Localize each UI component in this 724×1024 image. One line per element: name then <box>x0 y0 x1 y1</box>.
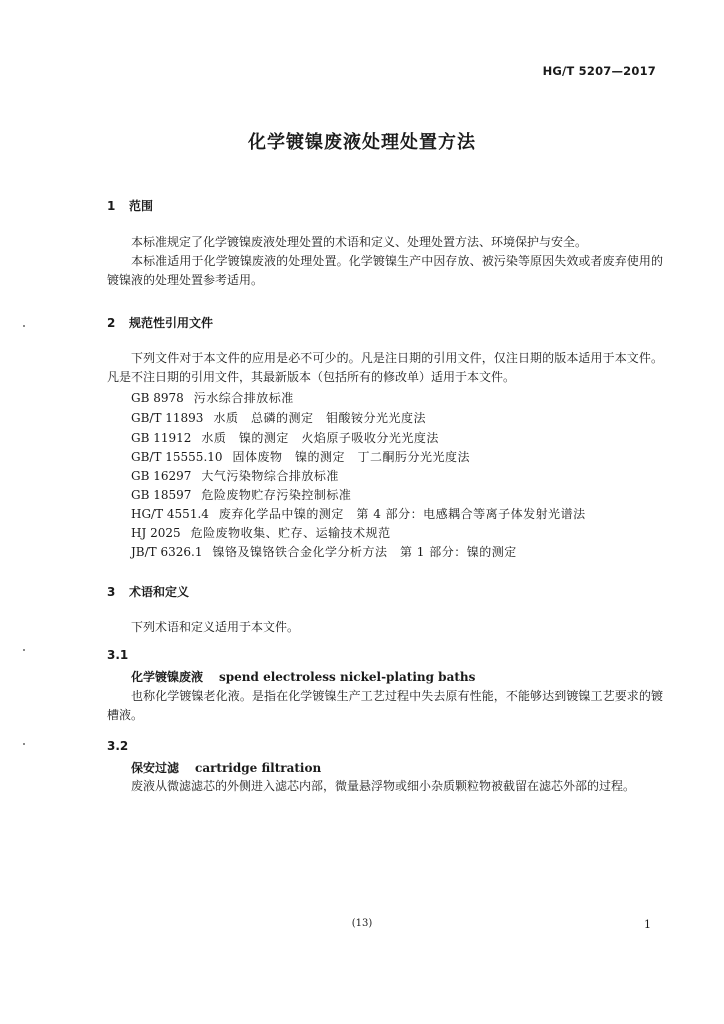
reference-item <box>131 524 391 541</box>
scope-paragraphs <box>107 233 663 290</box>
scan-speck <box>23 743 25 745</box>
normative-intro <box>107 349 663 387</box>
footer-page-label: (13) <box>351 918 373 929</box>
term-definition: 也称化学镀镍老化液。是指在化学镀镍生产工艺过程中失去原有性能，不能够达到镀镍工艺要求的镀槽液。 <box>107 689 663 722</box>
reference-item <box>131 543 517 560</box>
section-number: 3 <box>107 585 116 599</box>
reference-title: 危险废物收集、贮存、运输技术规范 <box>190 526 391 540</box>
reference-code: GB 11912 <box>131 431 192 445</box>
reference-item <box>131 389 294 406</box>
reference-title: 污水综合排放标准 <box>193 391 294 405</box>
term-entry <box>131 759 321 776</box>
reference-code: GB/T 15555.10 <box>131 450 223 464</box>
reference-item <box>131 409 426 426</box>
reference-item <box>131 429 439 446</box>
reference-code: GB 18597 <box>131 488 192 502</box>
reference-title: 大气污染物综合排放标准 <box>201 469 339 483</box>
scan-speck <box>23 649 25 651</box>
section-title: 范围 <box>129 199 154 213</box>
document-title: 化学镀镍废液处理处置方法 <box>248 132 476 153</box>
clause-number: 3.2 <box>107 739 129 753</box>
term-english: cartridge filtration <box>195 761 322 775</box>
reference-title: 水质 总磷的测定 钼酸铵分光光度法 <box>213 411 426 425</box>
term-definition-block <box>107 687 663 725</box>
term-chinese: 保安过滤 <box>131 761 180 775</box>
reference-code: HG/T 4551.4 <box>131 507 209 521</box>
section-scope-heading <box>107 197 153 214</box>
reference-item <box>131 505 586 522</box>
reference-item <box>131 467 339 484</box>
section-title: 规范性引用文件 <box>129 316 214 330</box>
page-number: 1 <box>644 918 651 931</box>
term-definition: 废液从微滤滤芯的外侧进入滤芯内部，微量悬浮物或细小杂质颗粒物被截留在滤芯外部的过程。 <box>131 779 636 793</box>
reference-title: 危险废物贮存污染控制标准 <box>201 488 352 502</box>
normative-intro-text: 下列文件对于本文件的应用是必不可少的。凡是注日期的引用文件，仅注日期的版本适用于本文件。凡是不注日期的引用文件，其最新版本（包括所有的修改单）适用于本文件。 <box>107 351 663 384</box>
scope-paragraph-1: 本标准规定了化学镀镍废液处理处置的术语和定义、处理处置方法、环境保护与安全。 <box>131 235 588 249</box>
reference-title: 废弃化学品中镍的测定 第 4 部分：电感耦合等离子体发射光谱法 <box>218 507 586 521</box>
section-terms-heading <box>107 583 189 600</box>
reference-item <box>131 486 351 503</box>
section-normative-heading <box>107 314 213 331</box>
terms-intro: 下列术语和定义适用于本文件。 <box>131 620 300 634</box>
reference-code: JB/T 6326.1 <box>131 545 203 559</box>
standard-code: HG/T 5207—2017 <box>542 64 656 78</box>
reference-title: 水质 镍的测定 火焰原子吸收分光光度法 <box>201 431 439 445</box>
term-chinese: 化学镀镍废液 <box>131 670 204 684</box>
reference-title: 镍铬及镍铬铁合金化学分析方法 第 1 部分：镍的测定 <box>212 545 517 559</box>
reference-code: GB 16297 <box>131 469 192 483</box>
clause-number: 3.1 <box>107 648 129 662</box>
term-english: spend electroless nickel-plating baths <box>219 670 476 684</box>
reference-code: GB 8978 <box>131 391 184 405</box>
reference-title: 固体废物 镍的测定 丁二酮肟分光光度法 <box>232 450 471 464</box>
reference-code: HJ 2025 <box>131 526 181 540</box>
section-number: 1 <box>107 199 116 213</box>
section-title: 术语和定义 <box>129 585 190 599</box>
section-number: 2 <box>107 316 116 330</box>
term-definition-block <box>107 777 663 796</box>
reference-code: GB/T 11893 <box>131 411 204 425</box>
scan-speck <box>23 325 25 327</box>
term-entry <box>131 668 475 685</box>
reference-item <box>131 448 470 465</box>
scope-paragraph-2: 本标准适用于化学镀镍废液的处理处置。化学镀镍生产中因存放、被污染等原因失效或者废弃使用的镀镍液的处理处置参考适用。 <box>107 254 663 287</box>
